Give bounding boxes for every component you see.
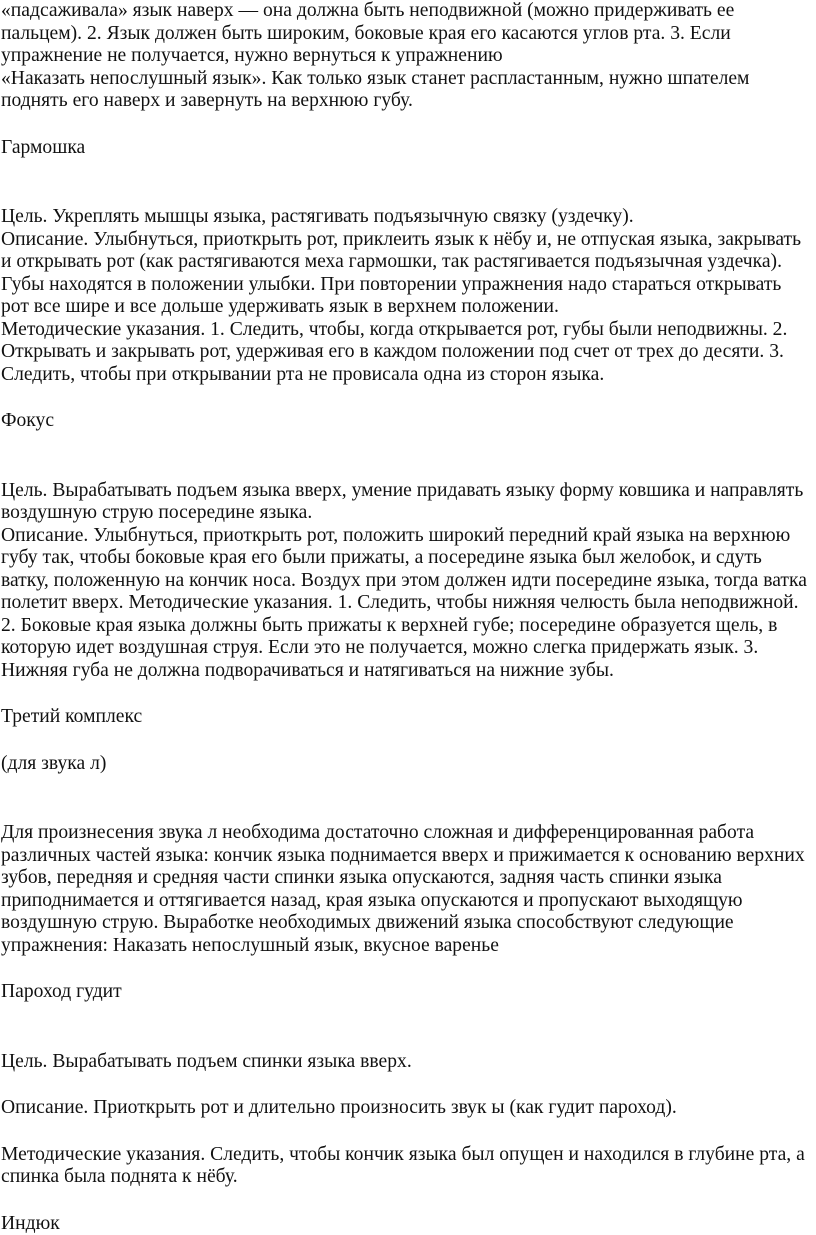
text-line: упражнение не получается, нужно вернуться к упражнению <box>1 45 801 68</box>
text-line: Нижняя губа не должна подворачиваться и натягиваться на нижние зубы. <box>1 660 801 683</box>
parokhod-description: Описание. Приоткрыть рот и длительно произносить звук ы (как гудит пароход). <box>1 1097 801 1120</box>
parokhod-guidelines <box>1 1144 801 1189</box>
fokus-body <box>1 480 801 683</box>
text-line: Цель. Вырабатывать подъем языка вверх, умение придавать языку форму ковшика и направлять <box>1 480 801 503</box>
section-title-fokus: Фокус <box>1 410 801 433</box>
section-title-third-complex: Третий комплекс <box>1 706 801 729</box>
text-line: воздушную струю. Выработке необходимых движений языка способствуют следующие <box>1 912 801 935</box>
text-line: воздушную струю посередине языка. <box>1 502 801 525</box>
text-line: рот все шире и все дольше удерживать язык в верхнем положении. <box>1 296 801 319</box>
garmoshka-body <box>1 206 801 386</box>
text-line: Следить, чтобы при открывании рта не провисала одна из сторон языка. <box>1 364 801 387</box>
text-line: Губы находятся в положении улыбки. При повторении упражнения надо стараться открывать <box>1 274 801 297</box>
text-line: которую идет воздушная струя. Если это не получается, можно слегка придержать язык. 3. <box>1 637 801 660</box>
text-line: Методические указания. 1. Следить, чтобы, когда открывается рот, губы были неподвижны. 2. <box>1 319 801 342</box>
parokhod-goal: Цель. Вырабатывать подъем спинки языка вверх. <box>1 1051 801 1074</box>
text-line: 2. Боковые края языка должны быть прижаты к верхней губе; посередине образуется щель, в <box>1 615 801 638</box>
text-line: ватку, положенную на кончик носа. Воздух при этом должен идти посередине языка, тогда ватка <box>1 570 801 593</box>
third-complex-body <box>1 822 801 957</box>
section-subtitle: (для звука л) <box>1 753 801 776</box>
text-line: Цель. Укреплять мышцы языка, растягивать подъязычную связку (уздечку). <box>1 206 801 229</box>
text-line: пальцем). 2. Язык должен быть широким, боковые края его касаются углов рта. 3. Если <box>1 23 801 46</box>
text-line: Описание. Улыбнуться, приоткрыть рот, положить широкий передний край языка на верхнюю <box>1 525 801 548</box>
text-line: «падсаживала» язык наверх — она должна быть неподвижной (можно придерживать ее <box>1 0 801 23</box>
text-line: зубов, передняя и средняя части спинки языка опускаются, задняя часть спинки языка <box>1 867 801 890</box>
intro-paragraph <box>1 0 801 113</box>
text-line: различных частей языка: кончик языка поднимается вверх и прижимается к основанию верхних <box>1 845 801 868</box>
text-line: Методические указания. Следить, чтобы кончик языка был опущен и находился в глубине рта, а <box>1 1144 801 1167</box>
text-line: спинка была поднята к нёбу. <box>1 1166 801 1189</box>
section-title-parokhod: Пароход гудит <box>1 981 801 1004</box>
text-line: приподнимается и оттягивается назад, края языка опускаются и пропускают выходящую <box>1 890 801 913</box>
text-line: поднять его наверх и завернуть на верхнюю губу. <box>1 90 801 113</box>
section-title-indyuk: Индюк <box>1 1213 801 1235</box>
text-line: Открывать и закрывать рот, удерживая его в каждом положении под счет от трех до десяти. 3. <box>1 341 801 364</box>
text-line: и открывать рот (как растягиваются меха гармошки, так растягивается подъязычная уздечка). <box>1 251 801 274</box>
section-title-garmoshka: Гармошка <box>1 137 801 160</box>
text-line: полетит вверх. Методические указания. 1. Следить, чтобы нижняя челюсть была неподвижной. <box>1 592 801 615</box>
text-line: «Наказать непослушный язык». Как только язык станет распластанным, нужно шпателем <box>1 68 801 91</box>
text-line: Описание. Улыбнуться, приоткрыть рот, приклеить язык к нёбу и, не отпуская языка, закрывать <box>1 229 801 252</box>
text-line: Для произнесения звука л необходима достаточно сложная и дифференцированная работа <box>1 822 801 845</box>
text-line: губу так, чтобы боковые края его были прижаты, а посередине языка был желобок, и сдуть <box>1 547 801 570</box>
text-line: упражнения: Наказать непослушный язык, вкусное варенье <box>1 935 801 958</box>
